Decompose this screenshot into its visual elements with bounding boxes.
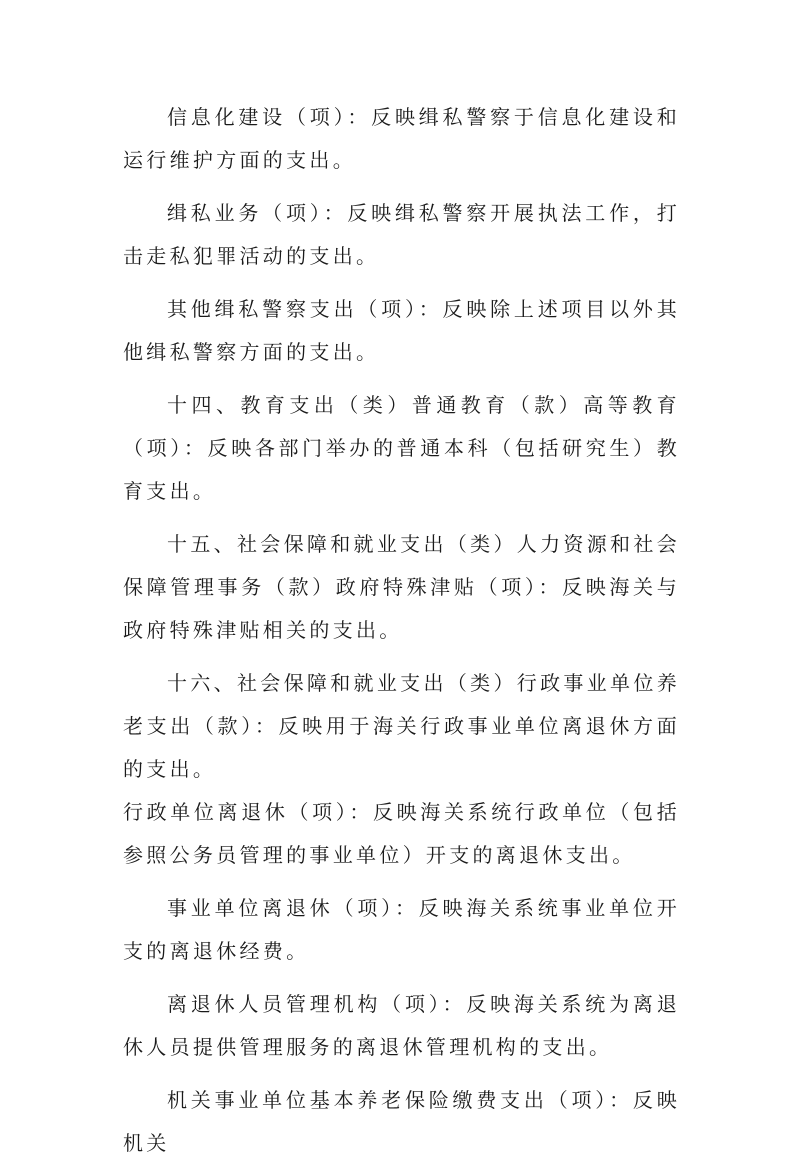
- paragraph-info-construction: 信息化建设（项）：反映缉私警察于信息化建设和运行维护方面的支出。: [123, 105, 680, 172]
- paragraph-pension-insurance: 机关事业单位基本养老保险缴费支出（项）：反映机关: [123, 1088, 680, 1155]
- paragraph-social-security-allowance: 十五、社会保障和就业支出（类）人力资源和社会保障管理事务（款）政府特殊津贴（项）：反映海关与政府特殊津贴相关的支出。: [123, 532, 680, 642]
- paragraph-anti-smuggling-business: 缉私业务（项）：反映缉私警察开展执法工作，打击走私犯罪活动的支出。: [123, 201, 680, 268]
- paragraph-administrative-retirement: 行政单位离退休（项）：反映海关系统行政单位（包括参照公务员管理的事业单位）开支的离退休支出。: [123, 800, 680, 867]
- paragraph-other-police-expenditure: 其他缉私警察支出（项）：反映除上述项目以外其他缉私警察方面的支出。: [123, 297, 680, 364]
- paragraph-pension-expenditure: 十六、社会保障和就业支出（类）行政事业单位养老支出（款）：反映用于海关行政事业单位离退休方面的支出。: [123, 671, 680, 781]
- paragraph-education-expenditure: 十四、教育支出（类）普通教育（款）高等教育（项）：反映各部门举办的普通本科（包括研究生）教育支出。: [123, 393, 680, 503]
- paragraph-retirement-management: 离退休人员管理机构（项）：反映海关系统为离退休人员提供管理服务的离退休管理机构的支出。: [123, 992, 680, 1059]
- paragraph-institution-retirement: 事业单位离退休（项）：反映海关系统事业单位开支的离退休经费。: [123, 896, 680, 963]
